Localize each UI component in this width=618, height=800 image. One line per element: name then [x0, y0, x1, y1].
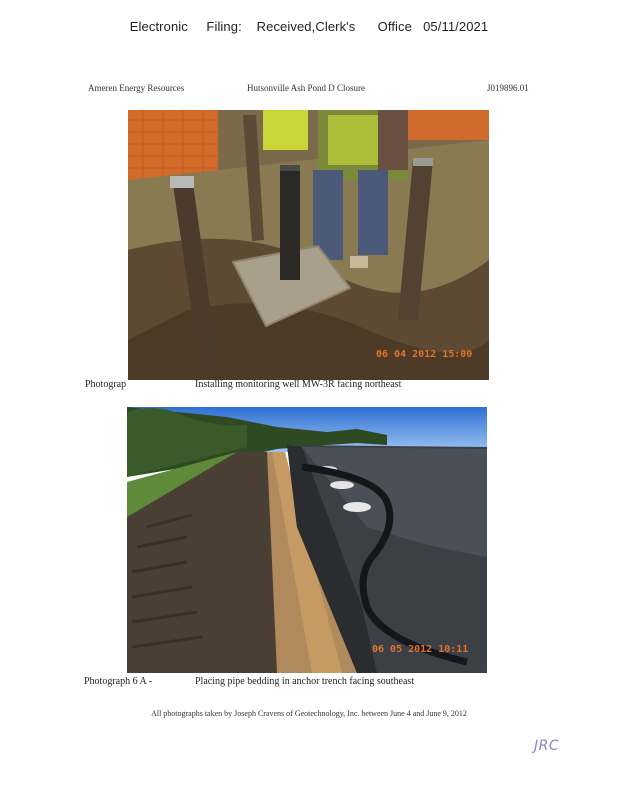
caption-label: Photograph 6 A - — [84, 676, 153, 687]
photograph-anchor-trench — [127, 407, 487, 673]
caption-text: Installing monitoring well MW-3R facing northeast — [195, 379, 402, 390]
header-project-number: J019896.01 — [487, 83, 529, 93]
header-company: Ameren Energy Resources — [88, 83, 185, 93]
caption-label: Photograp — [85, 379, 127, 390]
photograph-monitoring-well — [128, 110, 489, 380]
header-project: Hutsonville Ash Pond D Closure — [247, 83, 366, 93]
caption-text: Placing pipe bedding in anchor trench facing southeast — [195, 676, 415, 687]
photo-date-stamp: 06 04 2012 15:00 — [376, 349, 473, 360]
photo-date-stamp: 06 05 2012 10:11 — [372, 644, 469, 655]
handwritten-initials: JRC — [534, 738, 560, 754]
photo-credit-footer: All photographs taken by Joseph Cravens of Geotechnology, Inc. between June 4 and June 9, 2012 — [151, 709, 467, 718]
filing-stamp: Electronic Filing: Received,Clerk's Office 05/11/2021 — [129, 19, 489, 34]
